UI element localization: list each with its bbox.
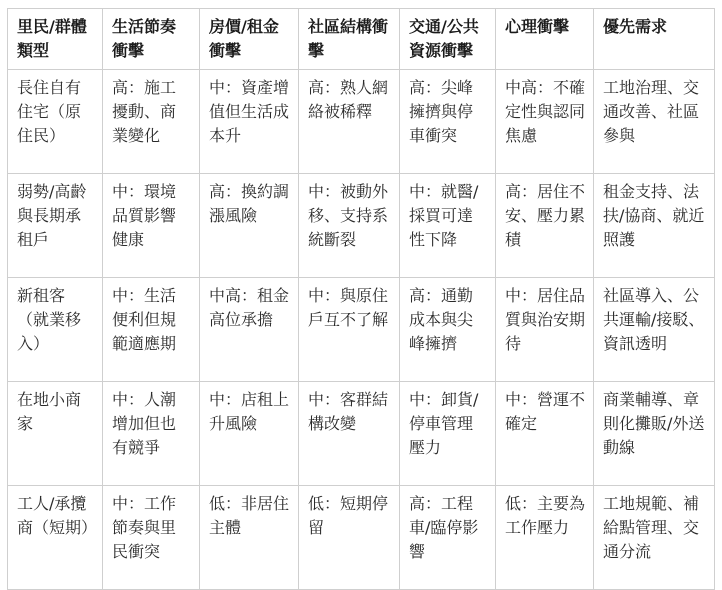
header-priority-needs: 優先需求 [594,9,715,70]
cell-group: 長住自有住宅（原住民） [8,70,103,174]
table-row [8,486,715,590]
cell-community: 低：短期停留 [299,486,400,590]
header-housing-rent: 房價/租金衝擊 [200,9,299,70]
cell-traffic: 中：就醫/採買可達性下降 [400,174,496,278]
header-traffic-public: 交通/公共資源衝擊 [400,9,496,70]
header-life-rhythm: 生活節奏衝擊 [103,9,200,70]
cell-traffic: 高：通勤成本與尖峰擁擠 [400,278,496,382]
cell-community: 中：客群結構改變 [299,382,400,486]
impact-table [7,8,715,590]
cell-group: 在地小商家 [8,382,103,486]
table-row [8,70,715,174]
cell-priority: 工地規範、補給點管理、交通分流 [594,486,715,590]
cell-housing-rent: 高：換約調漲風險 [200,174,299,278]
cell-life-rhythm: 中：工作節奏與里民衝突 [103,486,200,590]
table-header-row [8,9,715,70]
cell-life-rhythm: 中：環境品質影響健康 [103,174,200,278]
cell-priority: 商業輔導、章則化攤販/外送動線 [594,382,715,486]
cell-traffic: 高：工程車/臨停影響 [400,486,496,590]
cell-life-rhythm: 中：人潮增加但也有競爭 [103,382,200,486]
table-row [8,174,715,278]
cell-community: 中：被動外移、支持系統斷裂 [299,174,400,278]
cell-life-rhythm: 高：施工擾動、商業變化 [103,70,200,174]
cell-psychological: 低：主要為工作壓力 [496,486,594,590]
cell-priority: 社區導入、公共運輸/接駁、資訊透明 [594,278,715,382]
cell-housing-rent: 中：資產增值但生活成本升 [200,70,299,174]
header-community-structure: 社區結構衝擊 [299,9,400,70]
cell-traffic: 中：卸貨/停車管理壓力 [400,382,496,486]
cell-psychological: 中：居住品質與治安期待 [496,278,594,382]
cell-traffic: 高：尖峰擁擠與停車衝突 [400,70,496,174]
cell-housing-rent: 低：非居住主體 [200,486,299,590]
header-group-type: 里民/群體類型 [8,9,103,70]
cell-community: 高：熟人網絡被稀釋 [299,70,400,174]
table-row [8,278,715,382]
cell-psychological: 中：營運不確定 [496,382,594,486]
cell-psychological: 中高：不確定性與認同焦慮 [496,70,594,174]
cell-life-rhythm: 中：生活便利但規範適應期 [103,278,200,382]
cell-group: 新租客（就業移入） [8,278,103,382]
cell-priority: 工地治理、交通改善、社區參與 [594,70,715,174]
header-psychological: 心理衝擊 [496,9,594,70]
cell-psychological: 高：居住不安、壓力累積 [496,174,594,278]
cell-priority: 租金支持、法扶/協商、就近照護 [594,174,715,278]
cell-community: 中：與原住戶互不了解 [299,278,400,382]
cell-group: 弱勢/高齡與長期承租戶 [8,174,103,278]
cell-housing-rent: 中高：租金高位承擔 [200,278,299,382]
cell-housing-rent: 中：店租上升風險 [200,382,299,486]
cell-group: 工人/承攬商（短期） [8,486,103,590]
table-row [8,382,715,486]
